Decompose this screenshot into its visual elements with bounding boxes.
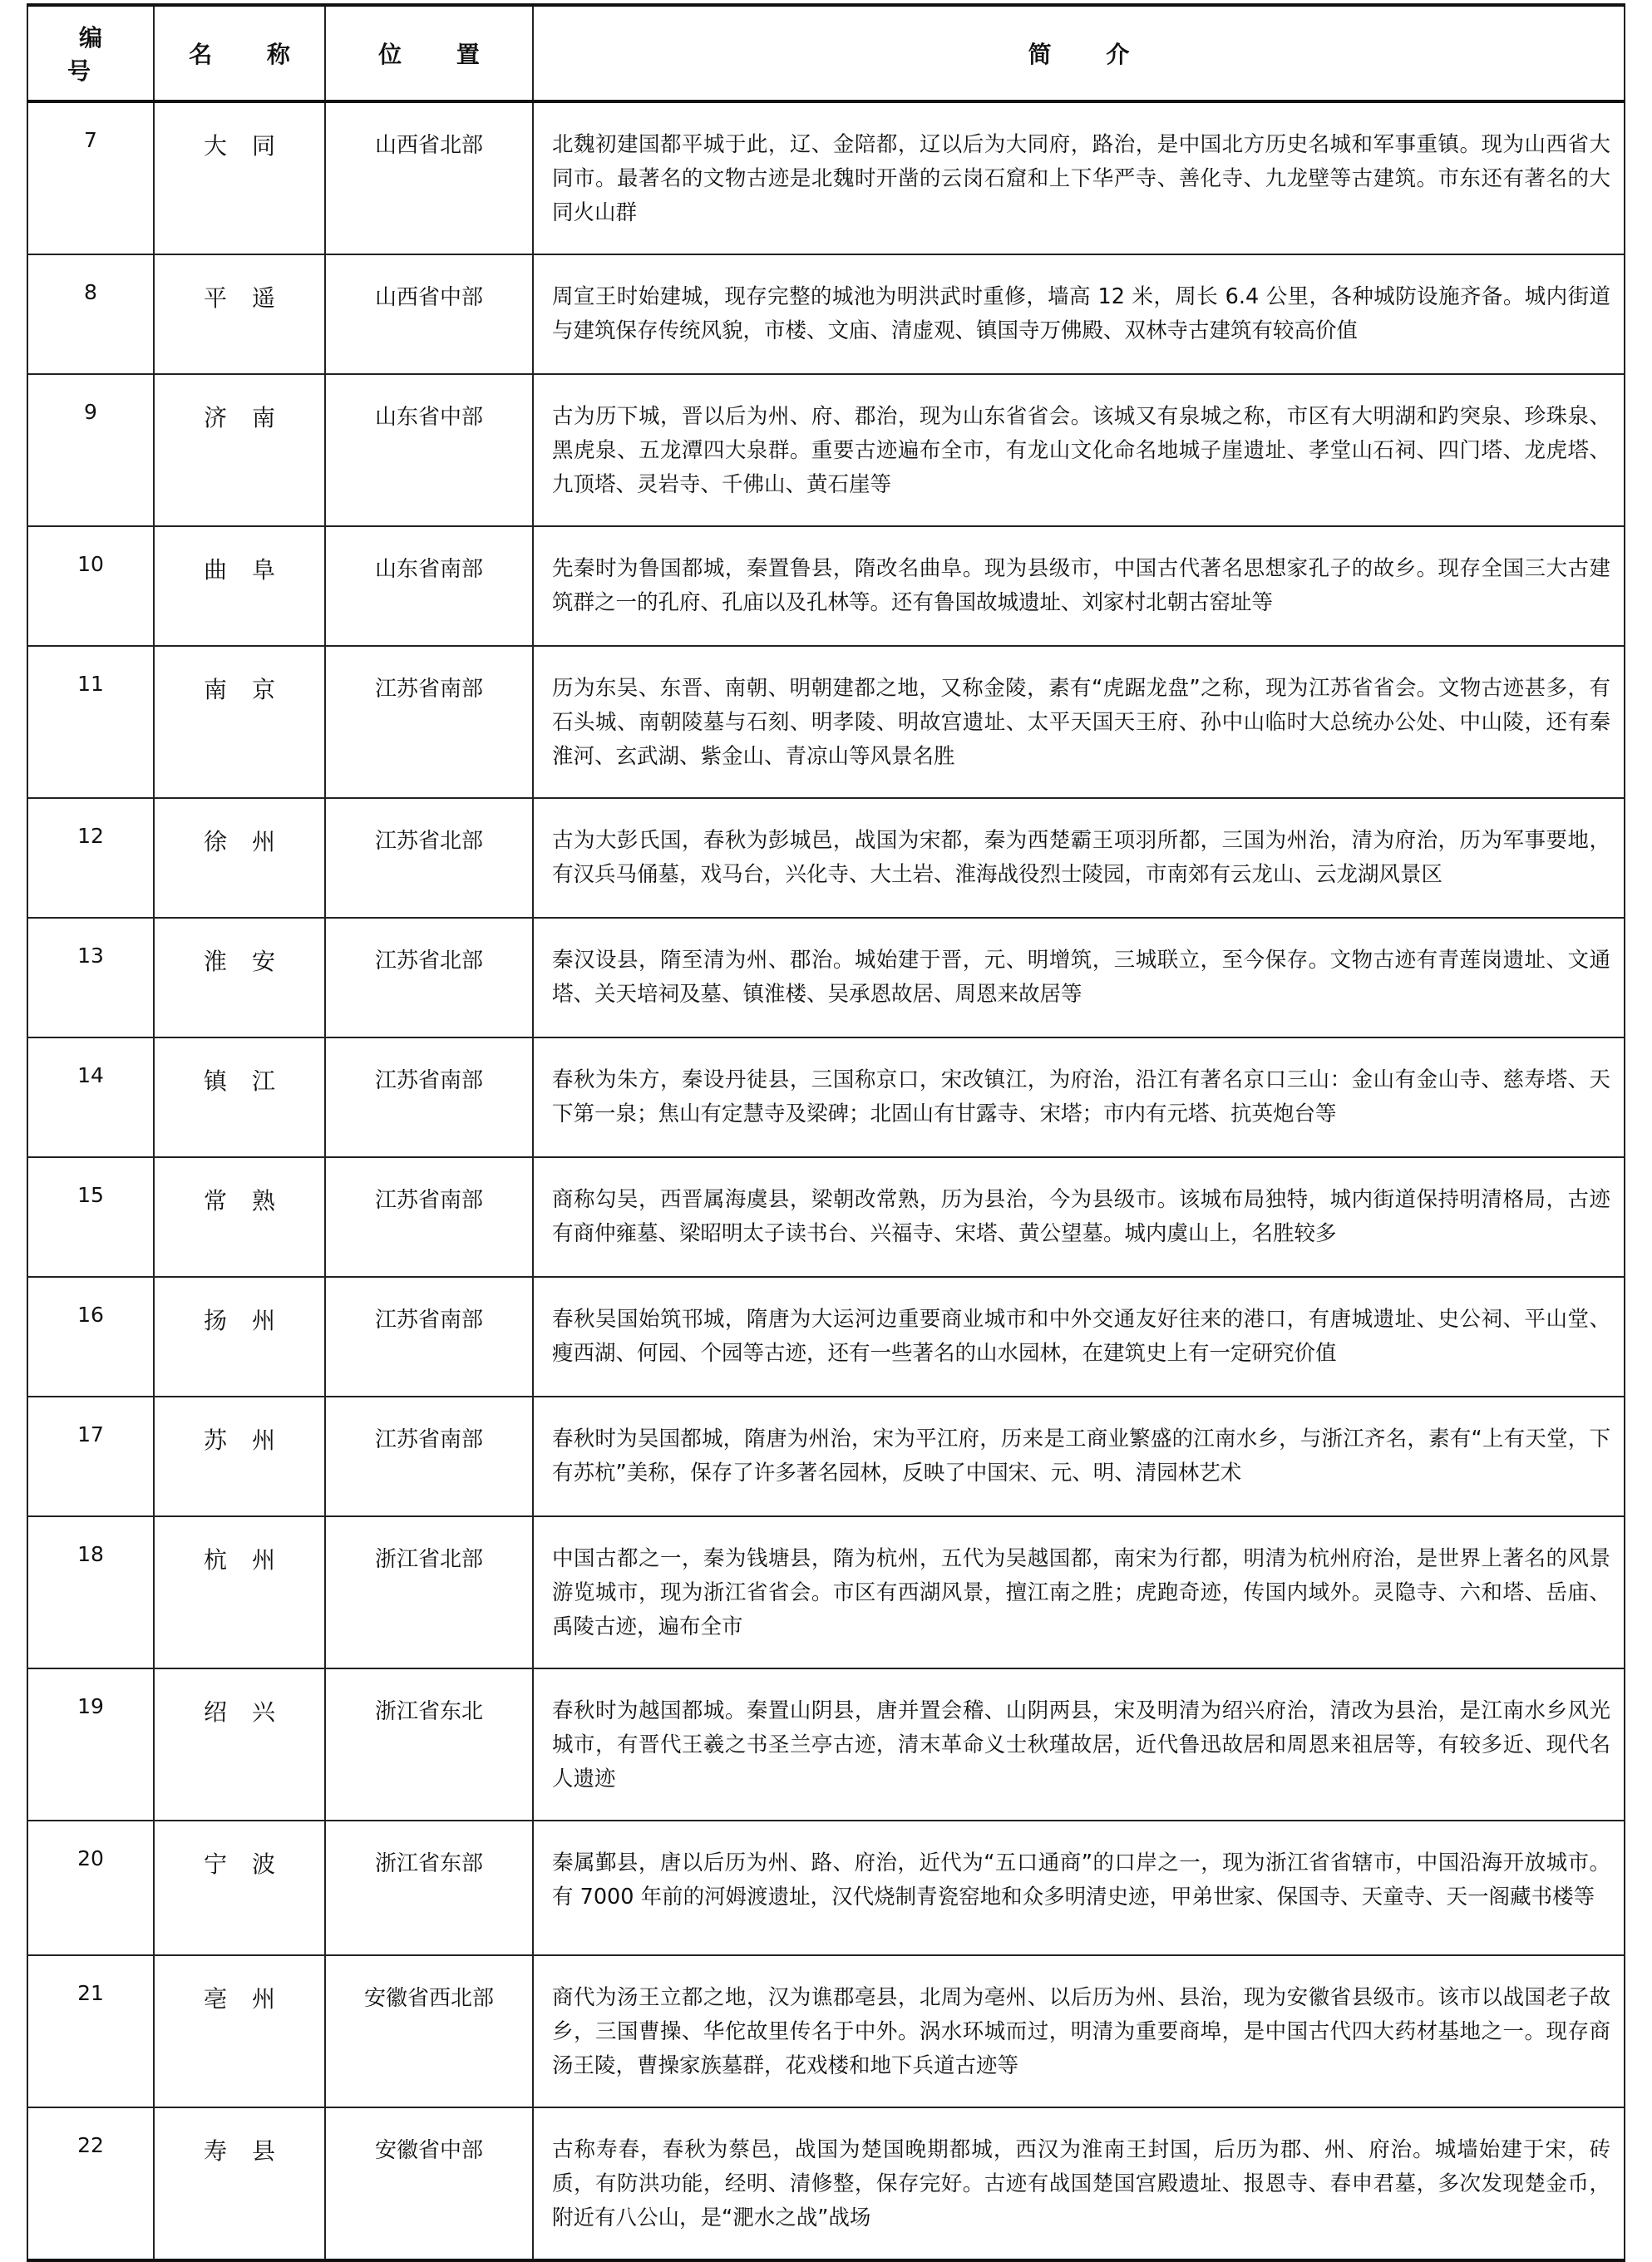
cell-location: 山东省中部: [325, 374, 533, 526]
table-row: [27, 526, 1625, 646]
table-row: [27, 1668, 1625, 1821]
cell-num: 19: [27, 1668, 154, 1821]
header-num: 编 号: [27, 5, 154, 101]
cell-num: 9: [27, 374, 154, 526]
cell-num: 14: [27, 1037, 154, 1157]
header-location: 位 置: [325, 5, 533, 101]
cell-location: 山东省南部: [325, 526, 533, 646]
table-row: [27, 1821, 1625, 1955]
cell-intro: 秦汉设县，隋至清为州、郡治。城始建于晋，元、明增筑，三城联立，至今保存。文物古迹有青莲岗遗址、文通塔、关天培祠及墓、镇淮楼、吴承恩故居、周恩来故居等: [533, 918, 1625, 1037]
table-row: [27, 1037, 1625, 1157]
cell-num: 8: [27, 254, 154, 374]
cell-num: 13: [27, 918, 154, 1037]
cell-num: 16: [27, 1277, 154, 1397]
cell-intro: 商称勾吴，西晋属海虞县，梁朝改常熟，历为县治，今为县级市。该城布局独特，城内街道保持明清格局，古迹有商仲雍墓、梁昭明太子读书台、兴福寺、宋塔、黄公望墓。城内虞山上，名胜较多: [533, 1157, 1625, 1277]
cell-location: 安徽省西北部: [325, 1955, 533, 2107]
cell-num: 21: [27, 1955, 154, 2107]
cell-location: 江苏省北部: [325, 918, 533, 1037]
cell-intro: 先秦时为鲁国都城，秦置鲁县，隋改名曲阜。现为县级市，中国古代著名思想家孔子的故乡。现存全国三大古建筑群之一的孔府、孔庙以及孔林等。还有鲁国故城遗址、刘家村北朝古窑址等: [533, 526, 1625, 646]
cell-intro: 古为大彭氏国，春秋为彭城邑，战国为宋都，秦为西楚霸王项羽所都，三国为州治，清为府治，历为军事要地，有汉兵马俑墓，戏马台，兴化寺、大土岩、淮海战役烈士陵园，市南郊有云龙山、云龙湖风景区: [533, 798, 1625, 918]
cell-intro: 商代为汤王立都之地，汉为谯郡亳县，北周为亳州、以后历为州、县治，现为安徽省县级市。该市以战国老子故乡，三国曹操、华佗故里传名于中外。涡水环城而过，明清为重要商埠，是中国古代四大药材基地之一。现存商汤王陵，曹操家族墓群，花戏楼和地下兵道古迹等: [533, 1955, 1625, 2107]
cell-location: 江苏省南部: [325, 646, 533, 798]
cell-name: 平遥: [154, 254, 325, 374]
cell-intro: 春秋时为越国都城。秦置山阴县，唐并置会稽、山阴两县，宋及明清为绍兴府治，清改为县治，是江南水乡风光城市，有晋代王羲之书圣兰亭古迹，清末革命义士秋瑾故居，近代鲁迅故居和周恩来祖居等，有较多近、现代名人遗迹: [533, 1668, 1625, 1821]
header-row: [27, 5, 1625, 101]
cell-name: 镇江: [154, 1037, 325, 1157]
table-row: [27, 646, 1625, 798]
cell-name: 杭州: [154, 1516, 325, 1668]
table-row: [27, 1955, 1625, 2107]
cell-intro: 中国古都之一，秦为钱塘县，隋为杭州，五代为吴越国都，南宋为行都，明清为杭州府治，是世界上著名的风景游览城市，现为浙江省省会。市区有西湖风景，擅江南之胜；虎跑奇迹，传国内域外。灵隐寺、六和塔、岳庙、禹陵古迹，遍布全市: [533, 1516, 1625, 1668]
header-intro: 简 介: [533, 5, 1625, 101]
cell-name: 南京: [154, 646, 325, 798]
table-row: [27, 798, 1625, 918]
cell-num: 17: [27, 1397, 154, 1516]
cell-name: 扬州: [154, 1277, 325, 1397]
cell-intro: 周宣王时始建城，现存完整的城池为明洪武时重修，墙高 12 米，周长 6.4 公里，各种城防设施齐备。城内街道与建筑保存传统风貌，市楼、文庙、清虚观、镇国寺万佛殿、双林寺古建筑有较高价值: [533, 254, 1625, 374]
cell-location: 江苏省北部: [325, 798, 533, 918]
cell-intro: 春秋吴国始筑邗城，隋唐为大运河边重要商业城市和中外交通友好往来的港口，有唐城遗址、史公祠、平山堂、瘦西湖、何园、个园等古迹，还有一些著名的山水园林，在建筑史上有一定研究价值: [533, 1277, 1625, 1397]
historic-cities-table: [27, 3, 1625, 2262]
cell-name: 亳州: [154, 1955, 325, 2107]
cell-num: 18: [27, 1516, 154, 1668]
table-row: [27, 254, 1625, 374]
cell-num: 15: [27, 1157, 154, 1277]
cell-intro: 古为历下城，晋以后为州、府、郡治，现为山东省省会。该城又有泉城之称，市区有大明湖和趵突泉、珍珠泉、黑虎泉、五龙潭四大泉群。重要古迹遍布全市，有龙山文化命名地城子崖遗址、孝堂山石祠、四门塔、龙虎塔、九顶塔、灵岩寺、千佛山、黄石崖等: [533, 374, 1625, 526]
cell-name: 常熟: [154, 1157, 325, 1277]
table-row: [27, 1277, 1625, 1397]
cell-name: 曲阜: [154, 526, 325, 646]
cell-intro: 秦属鄞县，唐以后历为州、路、府治，近代为“五口通商”的口岸之一，现为浙江省省辖市，中国沿海开放城市。有 7000 年前的河姆渡遗址，汉代烧制青瓷窑地和众多明清史迹，甲弟世家、保国寺、天童寺、天一阁藏书楼等: [533, 1821, 1625, 1955]
cell-num: 11: [27, 646, 154, 798]
cell-intro: 北魏初建国都平城于此，辽、金陪都，辽以后为大同府，路治，是中国北方历史名城和军事重镇。现为山西省大同市。最著名的文物古迹是北魏时开凿的云岗石窟和上下华严寺、善化寺、九龙壁等古建筑。市东还有著名的大同火山群: [533, 101, 1625, 254]
table-row: [27, 2107, 1625, 2260]
cell-name: 寿县: [154, 2107, 325, 2260]
cell-intro: 古称寿春，春秋为蔡邑，战国为楚国晚期都城，西汉为淮南王封国，后历为郡、州、府治。城墙始建于宋，砖质，有防洪功能，经明、清修整，保存完好。古迹有战国楚国宫殿遗址、报恩寺、春申君墓，多次发现楚金币，附近有八公山，是“淝水之战”战场: [533, 2107, 1625, 2260]
cell-intro: 历为东吴、东晋、南朝、明朝建都之地，又称金陵，素有“虎踞龙盘”之称，现为江苏省省会。文物古迹甚多，有石头城、南朝陵墓与石刻、明孝陵、明故宫遗址、太平天国天王府、孙中山临时大总统办公处、中山陵，还有秦淮河、玄武湖、紫金山、青凉山等风景名胜: [533, 646, 1625, 798]
cell-location: 江苏省南部: [325, 1277, 533, 1397]
cell-name: 苏州: [154, 1397, 325, 1516]
cell-name: 济南: [154, 374, 325, 526]
cell-num: 12: [27, 798, 154, 918]
cell-name: 绍兴: [154, 1668, 325, 1821]
table-row: [27, 374, 1625, 526]
cell-intro: 春秋为朱方，秦设丹徒县，三国称京口，宋改镇江，为府治，沿江有著名京口三山：金山有金山寺、慈寿塔、天下第一泉；焦山有定慧寺及梁碑；北固山有甘露寺、宋塔；市内有元塔、抗英炮台等: [533, 1037, 1625, 1157]
cell-num: 20: [27, 1821, 154, 1955]
cell-location: 山西省中部: [325, 254, 533, 374]
cell-name: 徐州: [154, 798, 325, 918]
cell-location: 浙江省北部: [325, 1516, 533, 1668]
cell-name: 淮安: [154, 918, 325, 1037]
cell-num: 22: [27, 2107, 154, 2260]
cell-location: 江苏省南部: [325, 1157, 533, 1277]
cell-name: 宁波: [154, 1821, 325, 1955]
header-name: 名 称: [154, 5, 325, 101]
cell-location: 江苏省南部: [325, 1037, 533, 1157]
table-row: [27, 1157, 1625, 1277]
cell-location: 山西省北部: [325, 101, 533, 254]
cell-num: 10: [27, 526, 154, 646]
cell-num: 7: [27, 101, 154, 254]
table-row: [27, 101, 1625, 254]
table-row: [27, 918, 1625, 1037]
cell-location: 浙江省东部: [325, 1821, 533, 1955]
table-row: [27, 1397, 1625, 1516]
cell-location: 安徽省中部: [325, 2107, 533, 2260]
table-row: [27, 1516, 1625, 1668]
cell-location: 江苏省南部: [325, 1397, 533, 1516]
cell-intro: 春秋时为吴国都城，隋唐为州治，宋为平江府，历来是工商业繁盛的江南水乡，与浙江齐名，素有“上有天堂，下有苏杭”美称，保存了许多著名园林，反映了中国宋、元、明、清园林艺术: [533, 1397, 1625, 1516]
cell-location: 浙江省东北: [325, 1668, 533, 1821]
cell-name: 大同: [154, 101, 325, 254]
